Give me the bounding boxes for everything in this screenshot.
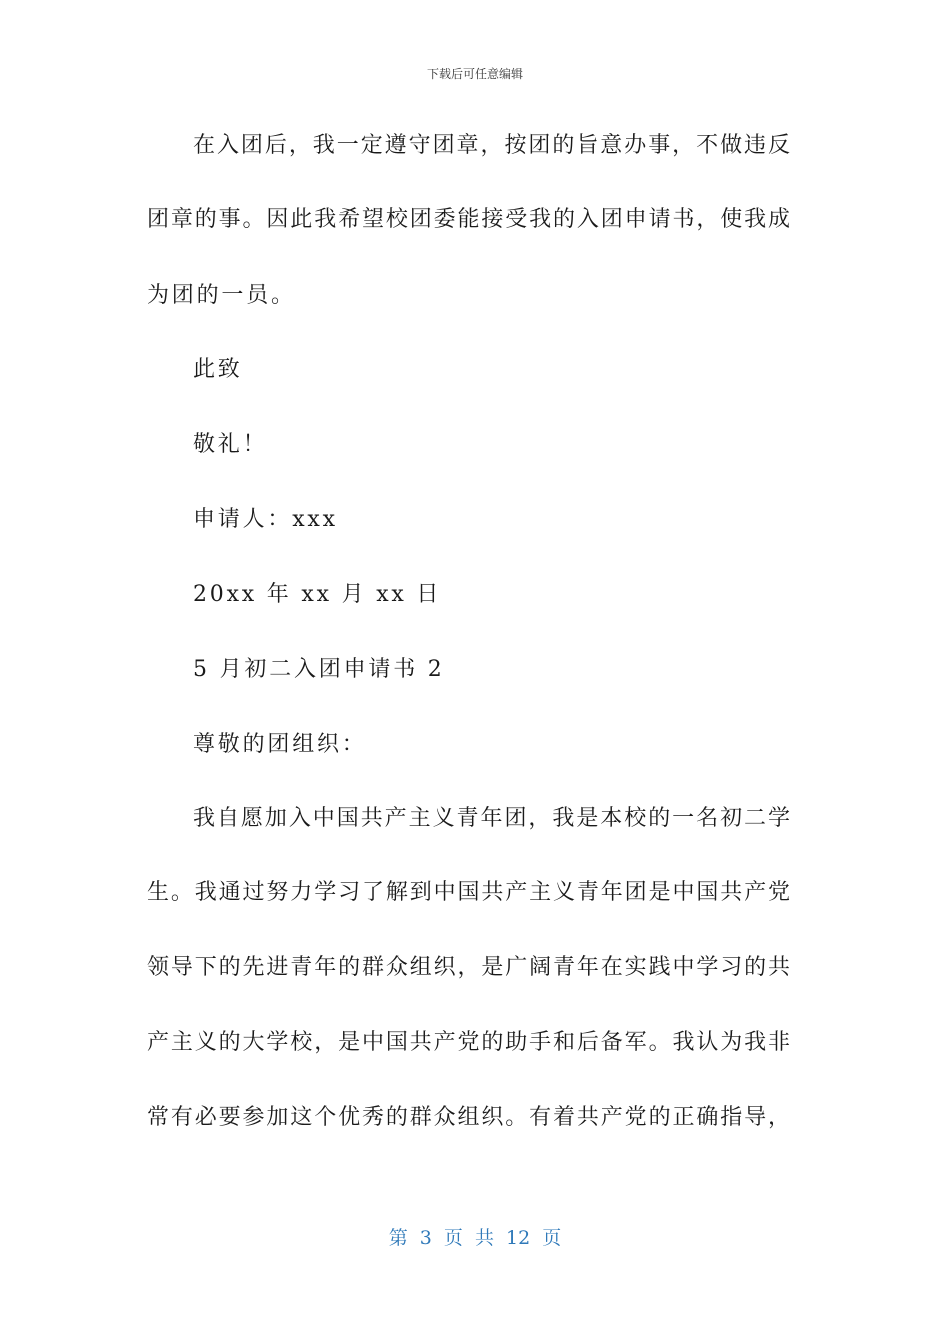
section-title: 5 月初二入团申请书 2: [193, 657, 445, 682]
paragraph-line: 产主义的大学校，是中国共产党的助手和后备军。我认为我非: [147, 1030, 790, 1055]
closing-respect: 敬礼！: [193, 432, 268, 457]
paragraph-line: 我自愿加入中国共产主义青年团，我是本校的一名初二学: [193, 806, 790, 831]
paragraph-line: 在入团后，我一定遵守团章，按团的旨意办事，不做违反: [193, 133, 790, 158]
application-date: 20xx 年 xx 月 xx 日: [193, 582, 442, 607]
applicant-signature: 申请人：xxx: [193, 507, 338, 532]
paragraph-line: 常有必要参加这个优秀的群众组织。有着共产党的正确指导，: [147, 1105, 790, 1130]
closing-salutation: 此致: [193, 357, 243, 382]
paragraph-line: 领导下的先进青年的群众组织，是广阔青年在实践中学习的共: [147, 955, 790, 980]
page-header: 下载后可任意编辑: [426, 67, 523, 81]
page-number: 第 3 页 共 12 页: [388, 1227, 562, 1249]
paragraph-line: 生。我通过努力学习了解到中国共产主义青年团是中国共产党: [147, 880, 790, 905]
letter-greeting: 尊敬的团组织：: [193, 732, 367, 757]
paragraph-line: 团章的事。因此我希望校团委能接受我的入团申请书，使我成: [147, 207, 790, 232]
paragraph-line: 为团的一员。: [147, 283, 296, 308]
